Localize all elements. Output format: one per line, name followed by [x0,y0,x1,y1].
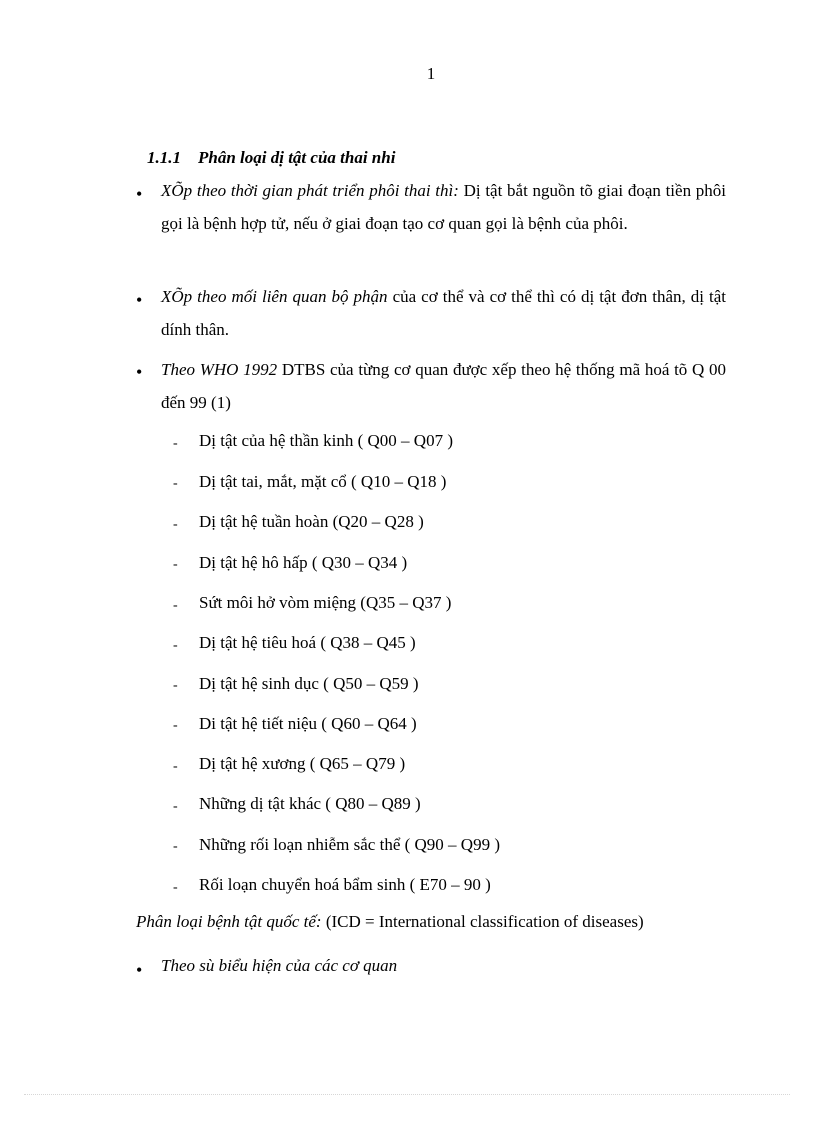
bullet-dot: • [136,184,143,204]
sub-list-item: Rối loạn chuyển hoá bẩm sinh ( E70 – 90 ) [199,875,491,894]
sub-list-item: Những rối loạn nhiễm sắc thể ( Q90 – Q99 ) [199,835,500,854]
page-bottom-rule [24,1094,790,1095]
dash-marker: - [173,436,178,451]
sub-list-item: Dị tật hệ sinh dục ( Q50 – Q59 ) [199,674,419,693]
dash-marker: - [173,799,178,814]
classification-line [136,912,644,932]
section-title: Phân loại dị tật của thai nhi [198,148,396,167]
dash-marker: - [173,759,178,774]
dash-marker: - [173,718,178,733]
sub-list-item: Dị tật hệ xương ( Q65 – Q79 ) [199,754,406,773]
dash-marker: - [173,557,178,572]
bullet-lead: XÕp theo thời gian phát triển phôi thai thì: [161,181,459,200]
dash-marker: - [173,839,178,854]
bullet-lead: Theo WHO 1992 [161,360,278,379]
sub-list-item: Dị tật hệ hô hấp ( Q30 – Q34 ) [199,553,408,572]
section-number: 1.1.1 [147,148,181,167]
sub-list-item: Dị tật hệ tiêu hoá ( Q38 – Q45 ) [199,633,416,652]
sub-list-item: Dị tật của hệ thần kinh ( Q00 – Q07 ) [199,431,453,450]
sub-list-item: Dị tật tai, mắt, mặt cổ ( Q10 – Q18 ) [199,472,447,491]
bullet-text: Dị tật bắt nguồn tõ giai đoạn tiền phôi gọi là bệnh hợp tử, nếu ở giai đoạn tạo cơ quan gọi là bệnh của phôi. [161,181,726,233]
classification-text: (ICD = International classification of diseases) [321,912,644,931]
dash-marker: - [173,638,178,653]
dash-marker: - [173,598,178,613]
bullet-dot: • [136,960,143,980]
sub-list-item: Sứt môi hở vòm miệng (Q35 – Q37 ) [199,593,452,612]
bullet-dot: • [136,362,143,382]
bullet-lead: XÕp theo mối liên quan bộ phận [161,287,388,306]
bullet-paragraph [161,174,726,240]
dash-marker: - [173,517,178,532]
last-bullet-text: Theo sù biểu hiện của các cơ quan [161,956,398,975]
dash-marker: - [173,880,178,895]
bullet-paragraph [161,353,726,419]
bullet-dot: • [136,290,143,310]
bullet-text: của cơ thể và cơ thể thì có dị tật đơn thân, dị tật dính thân. [161,287,726,339]
section-heading [147,148,395,168]
dash-marker: - [173,476,178,491]
sub-list-item: Những dị tật khác ( Q80 – Q89 ) [199,794,421,813]
page-number: 1 [426,64,436,83]
bullet-paragraph [161,280,726,346]
dash-marker: - [173,678,178,693]
classification-lead: Phân loại bệnh tật quốc tế: [136,912,322,931]
sub-list-item: Dị tật hệ tuần hoàn (Q20 – Q28 ) [199,512,424,531]
sub-list-item: Di tật hệ tiết niệu ( Q60 – Q64 ) [199,714,417,733]
bullet-text: DTBS của từng cơ quan được xếp theo hệ thống mã hoá tõ Q 00 đến 99 (1) [161,360,726,412]
